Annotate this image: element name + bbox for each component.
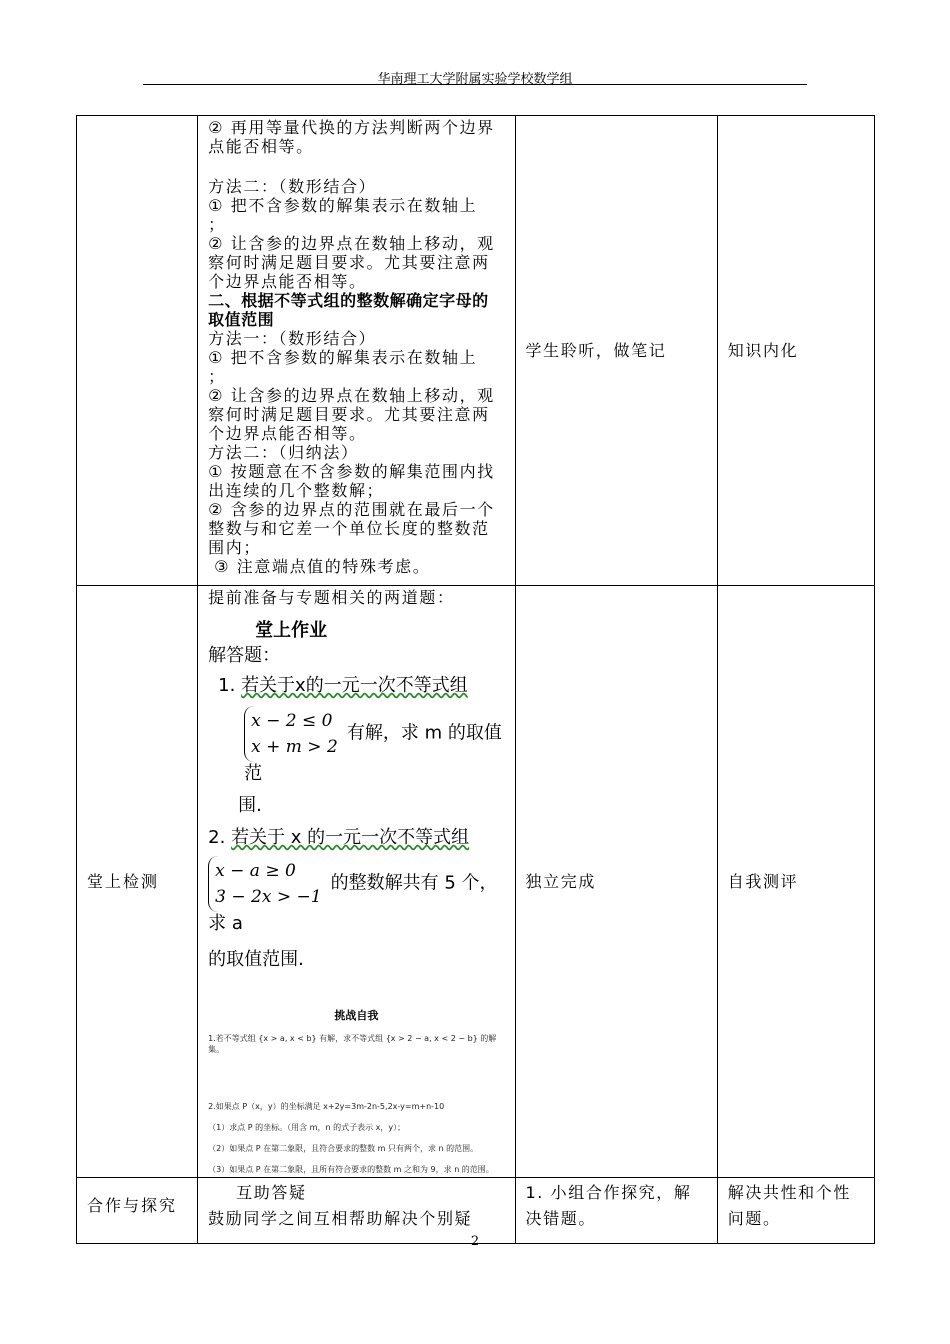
q2-ineq-b: 3 − 2x > −1 xyxy=(215,887,322,907)
row2-content xyxy=(198,586,515,1178)
q2-number: 2. xyxy=(208,827,226,848)
content-line: ① 把不含参数的解集表示在数轴上 xyxy=(208,196,478,215)
q2-system-row xyxy=(208,856,504,936)
challenge-q2b: （2）如果点 P 在第二象限，且符合要求的整数 m 只有两个，求 n 的范围。 xyxy=(208,1144,479,1153)
content-line: ② 让含参的边界点在数轴上移动，观察何时满足题目要求。尤其要注意两个边界点能否相等。 xyxy=(208,234,495,291)
row2-label: 堂上检测 xyxy=(77,586,198,1178)
content-line: ② 再用等量代换的方法判断两个边界点能否相等。 xyxy=(208,118,495,156)
row3-student: 1. 小组合作探究，解决错题。 xyxy=(515,1178,717,1244)
header-rule xyxy=(143,84,807,85)
row3-label: 合作与探究 xyxy=(77,1178,198,1244)
q1-system-row xyxy=(208,706,504,786)
row1-label xyxy=(77,116,198,586)
q1-number: 1. xyxy=(218,675,236,696)
table-row xyxy=(77,116,875,586)
row2-student: 独立完成 xyxy=(515,586,717,1178)
q2-tail: 的整数解共有 5 个，求 a xyxy=(208,872,498,934)
answer-label: 解答题： xyxy=(208,645,281,666)
content-line: ① 按题意在不含参数的解集范围内找出连续的几个整数解； xyxy=(208,462,495,500)
lesson-table xyxy=(76,115,875,1244)
row1-intent: 知识内化 xyxy=(717,116,874,586)
q1-tail: 有解，求 m 的取值范 xyxy=(244,722,502,784)
content-line: 方法一：（数形结合） xyxy=(208,329,377,348)
row2-intent: 自我测评 xyxy=(717,586,874,1178)
challenge-q2: 2.如果点 P（x，y）的坐标满足 x+2y=3m-2n-5,2x-y=m+n-10 xyxy=(208,1102,445,1111)
q1-end: 围. xyxy=(238,795,262,816)
q1-ineq-b: x + m > 2 xyxy=(251,737,338,757)
question-2 xyxy=(208,826,504,850)
question-1 xyxy=(208,674,504,698)
content-line: ； xyxy=(208,215,226,234)
challenge-title: 挑战自我 xyxy=(334,1009,379,1022)
q1-text: 若关于x的一元一次不等式组 xyxy=(241,675,468,696)
homework-snippet xyxy=(208,621,504,1175)
section-heading: 二、根据不等式组的整数解确定字母的取值范围 xyxy=(208,291,489,329)
page-header: 华南理工大学附属实验学校数学组 xyxy=(377,72,573,87)
content-line: 方法二：（归纳法） xyxy=(208,443,359,462)
content-line: ； xyxy=(208,367,226,386)
content-line: ② 让含参的边界点在数轴上移动，观察何时满足题目要求。尤其要注意两个边界点能否相等。 xyxy=(208,386,495,443)
content-line: ③ 注意端点值的特殊考虑。 xyxy=(214,557,431,576)
row1-content xyxy=(198,116,515,586)
table-row xyxy=(77,586,875,1178)
q1-system xyxy=(244,706,342,762)
content-line: ② 含参的边界点的范围就在最后一个整数与和它差一个单位长度的整数范围内； xyxy=(208,500,495,557)
q1-ineq-a: x − 2 ≤ 0 xyxy=(251,711,333,731)
row1-student: 学生聆听，做笔记 xyxy=(515,116,717,586)
q2-end: 的取值范围. xyxy=(208,949,304,970)
q2-text: 若关于 x 的一元一次不等式组 xyxy=(231,827,470,848)
homework-title: 堂上作业 xyxy=(255,620,328,641)
challenge-q1: 1.若不等式组 {x > a, x < b} 有解，求不等式组 {x > 2 − a, x < 2 − b} 的解集。 xyxy=(208,1034,497,1054)
content-line: 方法二：（数形结合） xyxy=(208,177,377,196)
content-line: ① 把不含参数的解集表示在数轴上 xyxy=(208,348,478,367)
intro-text: 提前准备与专题相关的两道题： xyxy=(208,588,455,607)
row3-line1: 互助答疑 xyxy=(236,1183,307,1202)
challenge-q2a: （1）求点 P 的坐标。（用含 m，n 的式子表示 x，y）； xyxy=(208,1123,406,1132)
challenge-q2c: （3）如果点 P 在第二象限，且所有符合要求的整数 m 之和为 9，求 n 的范围。 xyxy=(208,1165,494,1174)
row3-line2: 鼓励同学之间互相帮助解决个别疑 xyxy=(208,1209,473,1228)
row3-intent: 解决共性和个性问题。 xyxy=(717,1178,874,1244)
page-number: 2 xyxy=(470,1234,480,1249)
q2-ineq-a: x − a ≥ 0 xyxy=(215,861,296,881)
q2-system xyxy=(208,856,325,912)
